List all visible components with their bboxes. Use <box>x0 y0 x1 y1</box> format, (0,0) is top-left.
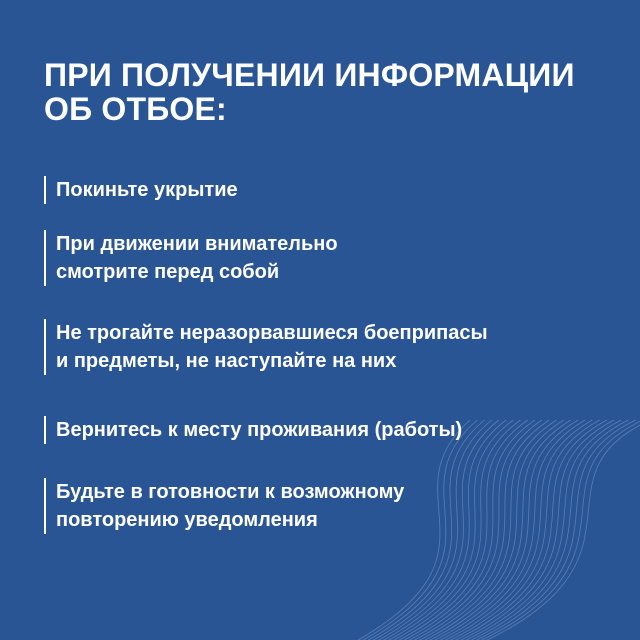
title-line-2: ОБ ОТБОЕ: <box>44 91 227 127</box>
page-title <box>44 58 604 126</box>
instruction-text: повторению уведомления <box>56 509 318 531</box>
instruction-item-be-ready <box>44 478 596 534</box>
instruction-text: Вернитесь к месту проживания (работы) <box>56 419 463 441</box>
instruction-text: Не трогайте неразорвавшиеся боеприпасы <box>56 322 488 344</box>
instruction-item-do-not-touch <box>44 319 596 375</box>
instruction-item-watch-ahead <box>44 230 596 286</box>
instruction-item-return-home <box>44 416 596 444</box>
instruction-text: При движении внимательно <box>56 233 338 255</box>
instruction-text: Покиньте укрытие <box>56 179 238 201</box>
title-line-1: ПРИ ПОЛУЧЕНИИ ИНФОРМАЦИИ <box>44 57 575 93</box>
instruction-text: и предметы, не наступайте на них <box>56 350 397 372</box>
instruction-text: смотрите перед собой <box>56 261 280 283</box>
instruction-text: Будьте в готовности к возможному <box>56 481 405 503</box>
instruction-item-leave-shelter <box>44 176 596 204</box>
